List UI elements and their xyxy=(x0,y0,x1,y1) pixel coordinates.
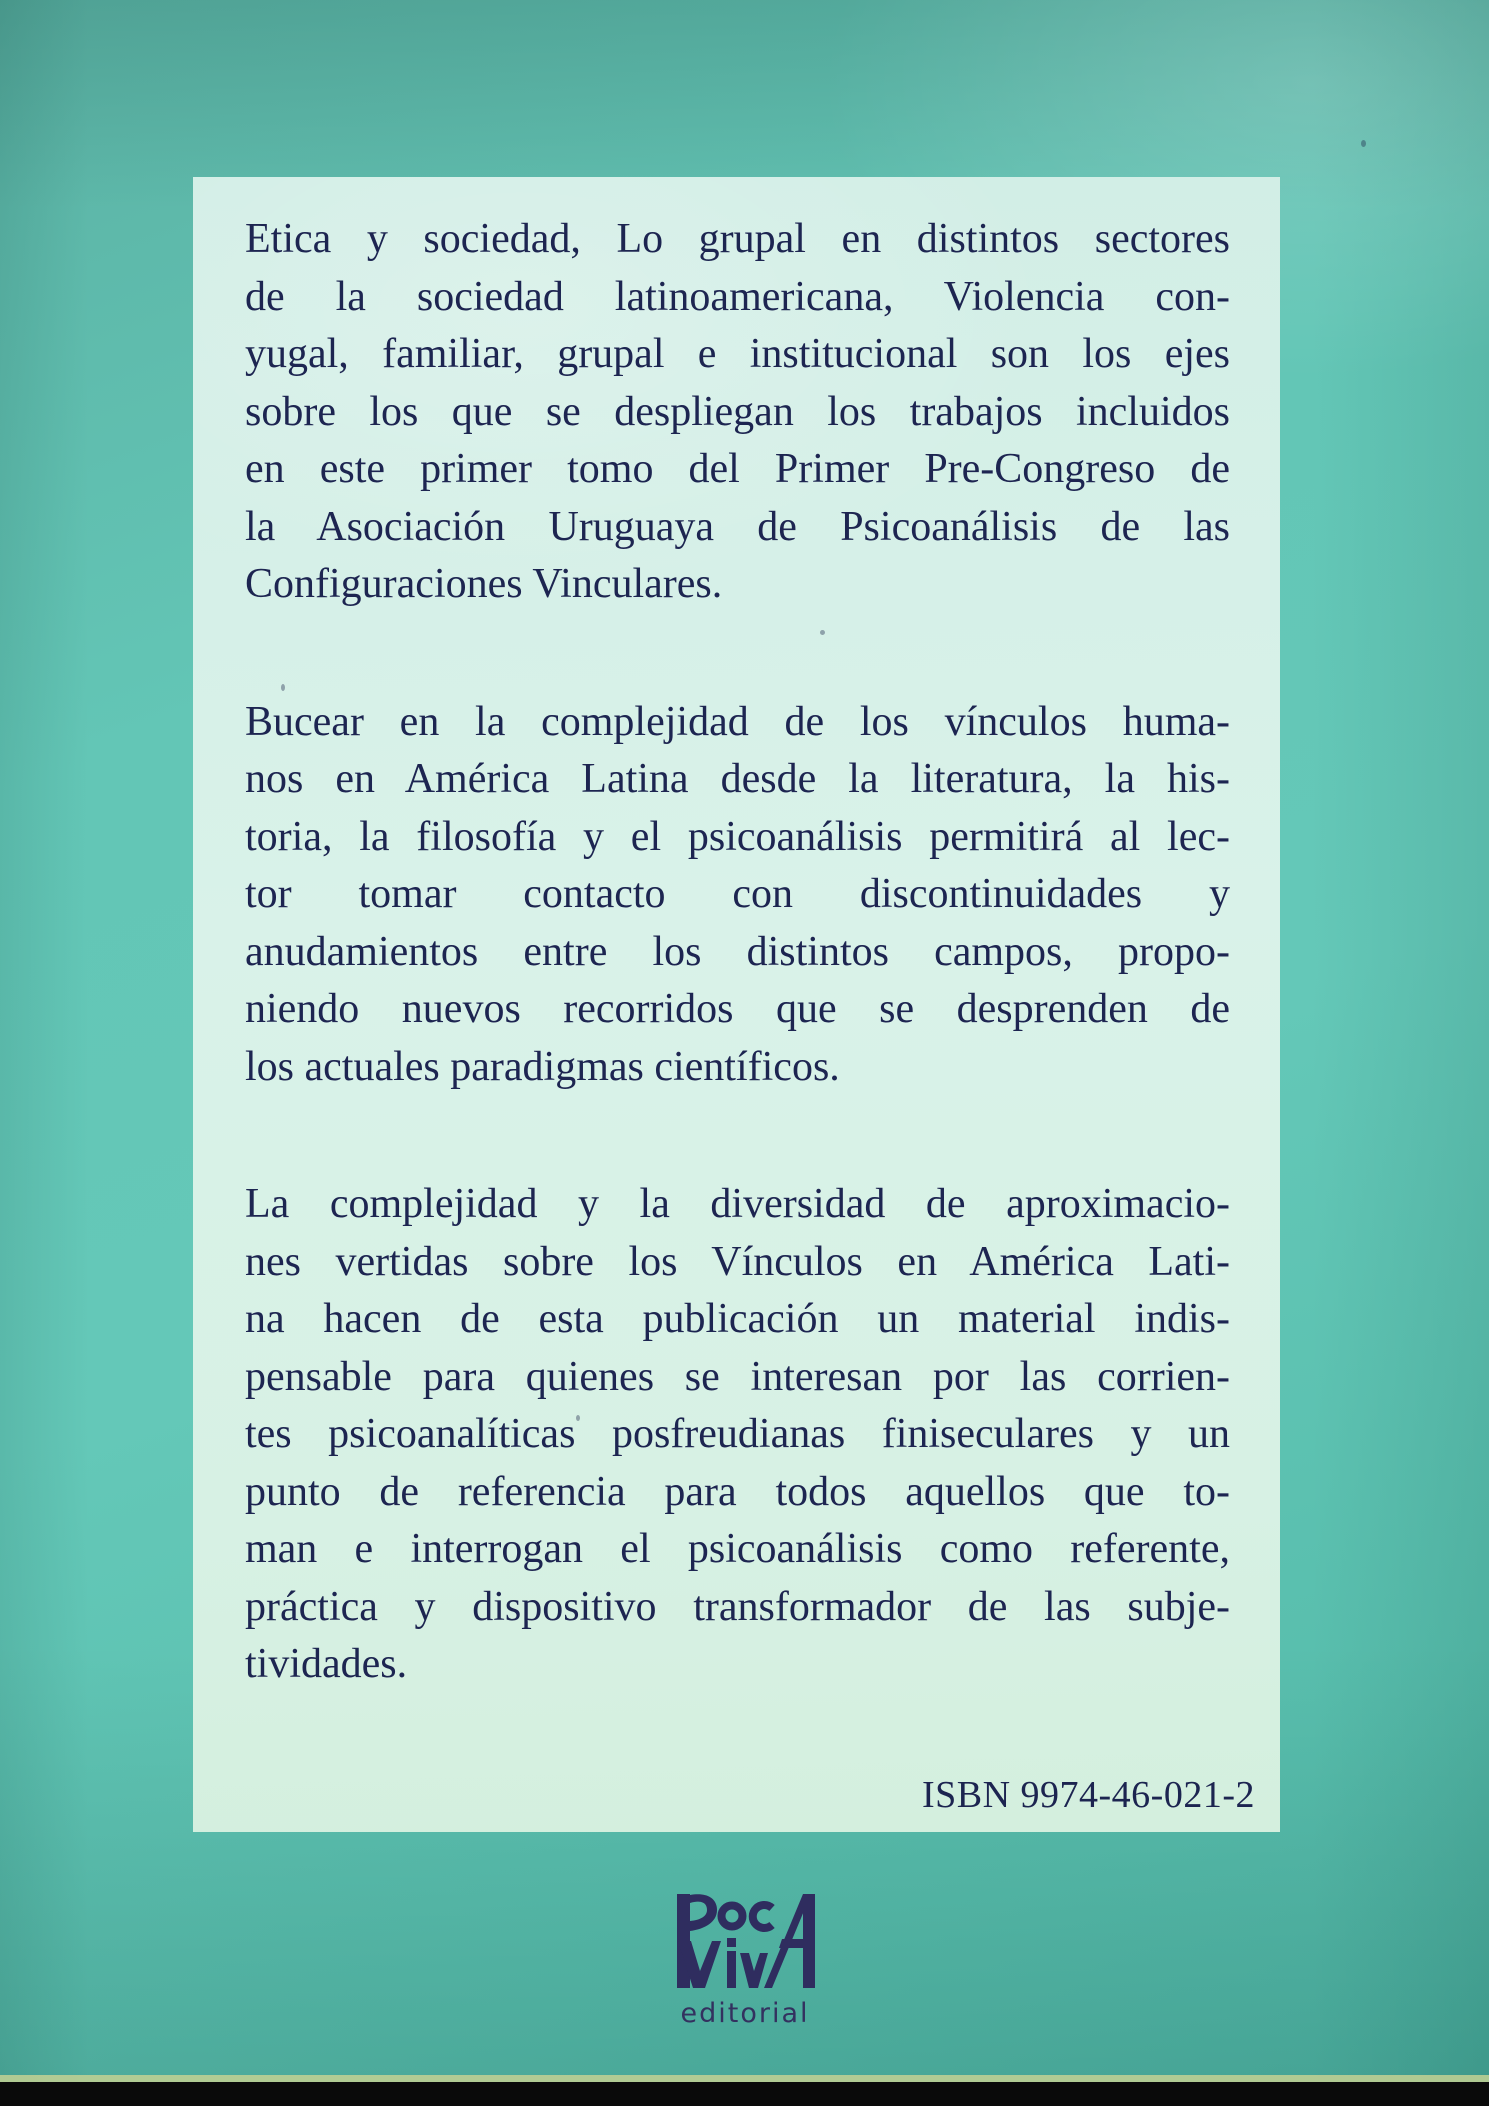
text-line: toria, la filosofía y el psicoanálisis permitirá al lec- xyxy=(245,813,1230,860)
text-line: niendo nuevos recorridos que se desprenden de xyxy=(245,986,1230,1032)
text-line: tividades. xyxy=(245,1641,408,1687)
text-line: tor tomar contacto con discontinuidades y xyxy=(245,871,1230,917)
text-line: Configuraciones Vinculares. xyxy=(245,561,723,607)
text-line: pensable para quienes se interesan por las corrien- xyxy=(245,1353,1230,1400)
logo-a-bar xyxy=(779,1939,815,1948)
text-line: sobre los que se despliegan los trabajos incluidos xyxy=(245,388,1230,435)
text-line: na hacen de esta publicación un material indis- xyxy=(245,1296,1230,1342)
logo-r-bowl xyxy=(690,1894,717,1931)
text-line: yugal, familiar, grupal e institucional son los ejes xyxy=(245,331,1230,377)
text-line: de la sociedad latinoamericana, Violencia con- xyxy=(245,273,1230,320)
text-line: práctica y dispositivo transformador de las subje- xyxy=(245,1583,1230,1630)
scan-speck xyxy=(281,684,285,691)
text-line: man e interrogan el psicoanálisis como referente, xyxy=(245,1526,1230,1572)
isbn: ISBN 9974-46-021-2 xyxy=(921,1774,1255,1816)
text-line: punto de referencia para todos aquellos que to- xyxy=(245,1468,1230,1515)
paragraph-1 xyxy=(245,211,1230,614)
logo-i-dot xyxy=(727,1938,736,1947)
blurb-text xyxy=(245,211,1230,1774)
text-line: nes vertidas sobre los Vínculos en América Lati- xyxy=(245,1238,1230,1285)
paragraph-2 xyxy=(245,694,1230,1097)
text-line: tes psicoanalíticas posfreudianas finiseculares y un xyxy=(245,1411,1230,1457)
text-line: La complejidad y la diversidad de aproximacio- xyxy=(245,1181,1230,1227)
text-line: nos en América Latina desde la literatura, la his- xyxy=(245,756,1230,802)
text-line: Bucear en la complejidad de los vínculos huma- xyxy=(245,698,1230,745)
text-line: anudamientos entre los distintos campos, propo- xyxy=(245,928,1230,975)
scan-speck xyxy=(576,1415,580,1421)
text-line: la Asociación Uruguaya de Psicoanálisis de las xyxy=(245,503,1230,550)
logo-v-small xyxy=(740,1953,768,1988)
text-line: Etica y sociedad, Lo grupal en distintos sectores xyxy=(245,216,1230,262)
text-line: los actuales paradigmas científicos. xyxy=(245,1043,840,1090)
text-line: en este primer tomo del Primer Pre-Congreso de xyxy=(245,446,1230,492)
publisher-tagline: editorial xyxy=(680,1998,810,2029)
scan-edge-bar xyxy=(0,2082,1489,2106)
scan-speck xyxy=(820,630,825,635)
publisher-block xyxy=(655,1889,835,2029)
blurb-panel xyxy=(193,177,1280,1832)
logo-o xyxy=(722,1906,743,1927)
scan-speck xyxy=(1361,140,1366,147)
publisher-logo xyxy=(660,1889,830,1994)
scan-edge-highlight xyxy=(0,2075,1489,2082)
logo-c xyxy=(753,1905,772,1928)
logo-i-bar xyxy=(727,1951,736,1988)
paragraph-3 xyxy=(245,1176,1230,1694)
